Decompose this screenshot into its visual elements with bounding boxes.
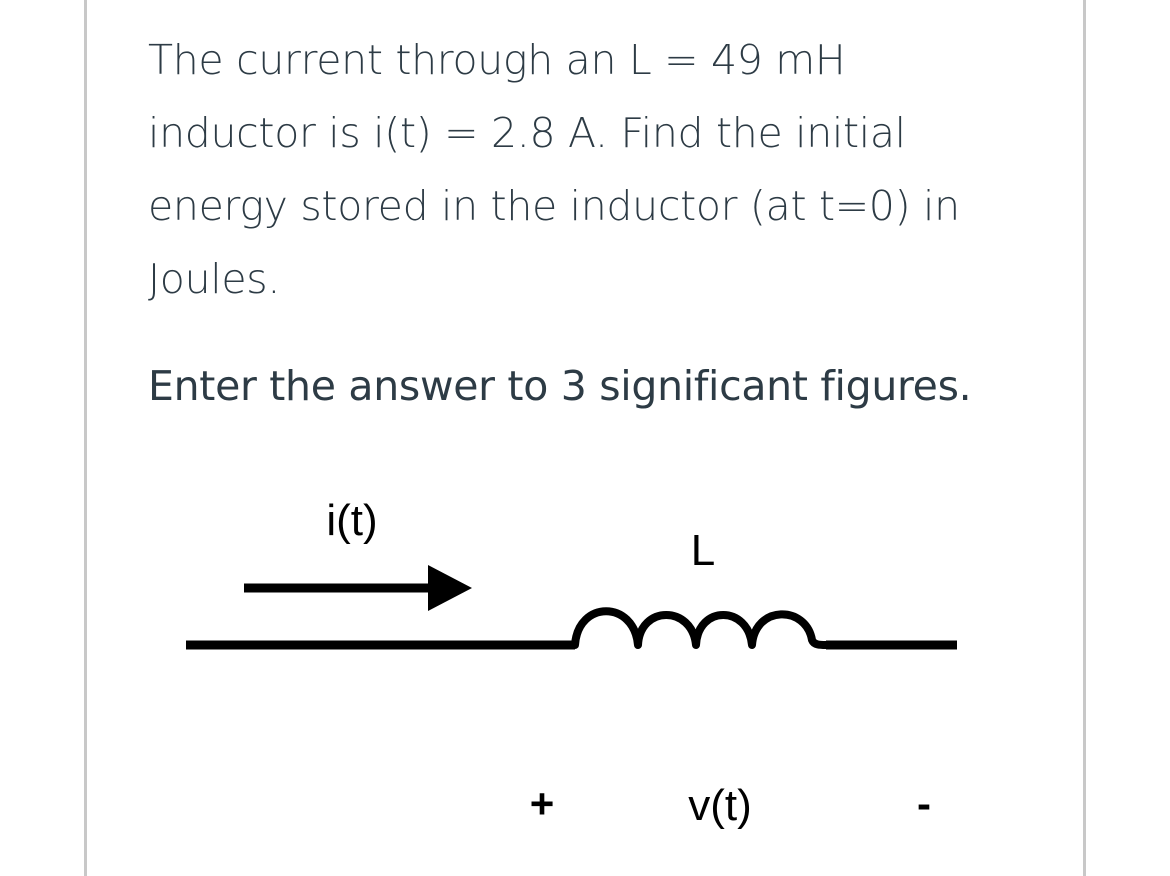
question-line-4: Joules. — [148, 255, 281, 303]
current-arrow-icon — [244, 565, 472, 611]
voltage-label: v(t) — [688, 781, 752, 830]
minus-sign: - — [917, 780, 931, 827]
question-line-1: The current through an L = 49 mH — [148, 36, 846, 84]
current-label: i(t) — [326, 496, 378, 545]
question-line-3: energy stored in the inductor (at t=0) in — [148, 182, 960, 230]
plus-sign: + — [529, 780, 555, 827]
question-line-2: inductor is i(t) = 2.8 A. Find the initial — [148, 109, 906, 157]
inductor-coil-icon — [575, 611, 826, 645]
inductor-label: L — [690, 526, 716, 575]
instruction-text: Enter the answer to 3 significant figures. — [148, 362, 972, 410]
